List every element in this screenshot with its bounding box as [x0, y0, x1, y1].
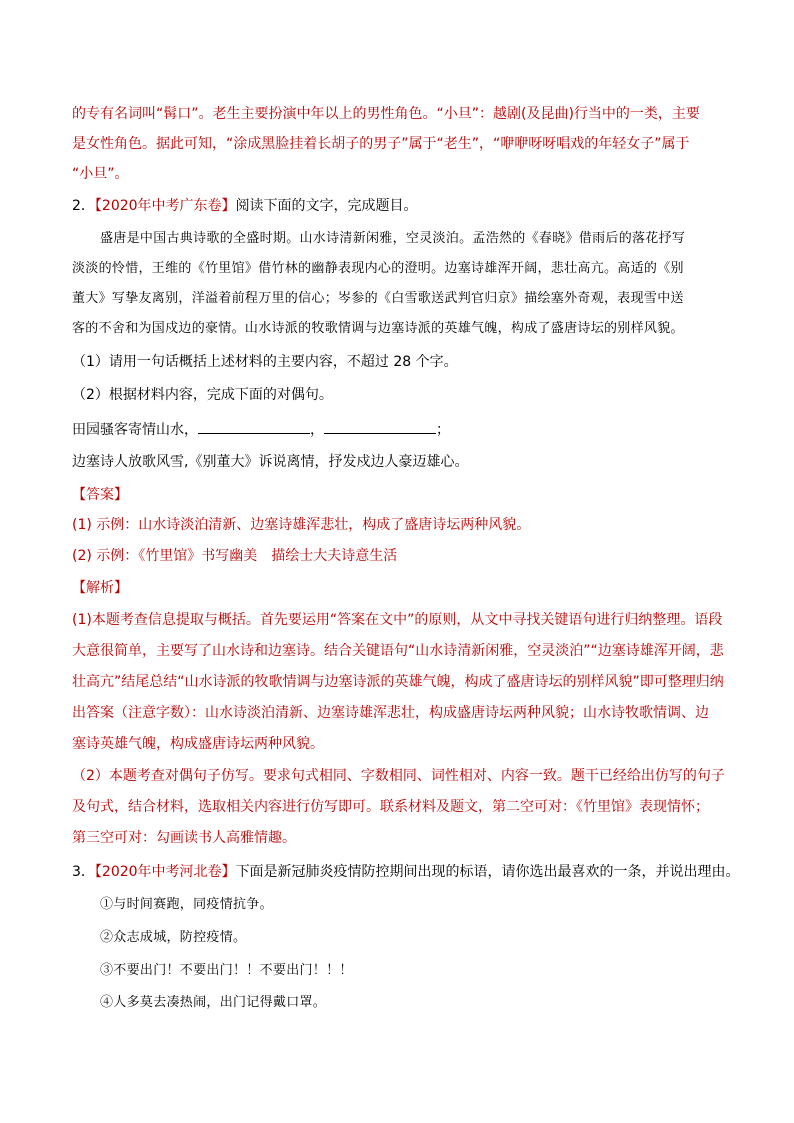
question-number: 3．	[72, 864, 95, 880]
couplet-end: ；	[436, 422, 450, 438]
slogan-2: ②众志成城，防控疫情。	[100, 930, 247, 945]
intro-line-2: 是女性角色。据此可知，“涂成黑脸挂着长胡子的男子”属于“老生”，“咿咿呀呀唱戏的年轻女子”属于	[72, 136, 690, 152]
analysis-2-line-2: 及句式，结合材料，选取相关内容进行仿写即可。联系材料及题文，第二空可对：《竹里馆》表现情怀；	[72, 799, 709, 815]
intro-line-1: 的专有名词叫“髯口”。老生主要扮演中年以上的男性角色。“小旦”：越剧(及昆曲)行当中的一类，主要	[72, 106, 700, 122]
couplet-separator: ，	[310, 422, 324, 438]
analysis-1-line-2: 大意很简单，主要写了山水诗和边塞诗。结合关键语句“山水诗清新闲雅，空灵淡泊”“边塞诗雄浑开阔，悲	[72, 643, 724, 659]
sub-question-1: （1）请用一句话概括上述材料的主要内容，不超过 28 个字。	[72, 354, 458, 370]
question-source-tag: 【2020年中考河北卷】	[94, 864, 236, 880]
question-source-tag: 【2020年中考广东卷】	[94, 198, 236, 214]
slogan-4: ④人多莫去凑热闹，出门记得戴口罩。	[100, 995, 327, 1010]
question-prompt: 下面是新冠肺炎疫情防控期间出现的标语，请你选出最喜欢的一条，并说出理由。	[235, 864, 740, 880]
analysis-2-line-3: 第三空可对：勾画读书人高雅情趣。	[72, 830, 296, 846]
couplet-first-half: 田园骚客寄情山水，	[72, 422, 198, 438]
passage-line-1: 盛唐是中国古典诗歌的全盛时期。山水诗清新闲雅，空灵淡泊。孟浩然的《春晓》借雨后的落花抒写	[100, 231, 686, 246]
answer-2: (2) 示例：《竹里馆》书写幽美 描绘士大夫诗意生活	[72, 548, 398, 564]
passage-line-4: 客的不舍和为国戍边的豪情。山水诗派的牧歌情调与边塞诗派的英雄气魄，构成了盛唐诗坛的别样风貌。	[72, 321, 684, 336]
sub-question-2: （2）根据材料内容，完成下面的对偶句。	[72, 387, 333, 403]
passage-line-3: 董大》写挚友离别，洋溢着前程万里的信心；岑参的《白雪歌送武判官归京》描绘塞外奇观，表现雪中送	[72, 291, 684, 306]
couplet-blank-1[interactable]	[198, 419, 310, 434]
couplet-line-1	[72, 419, 450, 440]
couplet-line-2: 边塞诗人放歌风雪,《别董大》诉说离情，抒发戍边人豪迈雄心。	[72, 454, 469, 470]
passage-line-2: 淡淡的怜惜，王维的《竹里馆》借竹林的幽静表现内心的澄明。边塞诗雄浑开阔，悲壮高亢。高适的《别	[72, 261, 684, 276]
slogan-1: ①与时间赛跑，同疫情抗争。	[100, 897, 273, 912]
question-3-header	[72, 862, 740, 882]
answer-1: (1) 示例：山水诗淡泊清新、边塞诗雄浑悲壮，构成了盛唐诗坛两种风貌。	[72, 517, 531, 533]
analysis-1-line-1: (1)本题考查信息提取与概括。首先要运用“答案在文中”的原则，从文中寻找关键语句进行归纳整理。语段	[72, 612, 723, 628]
analysis-1-line-5: 塞诗英雄气魄，构成盛唐诗坛两种风貌。	[72, 736, 324, 752]
question-prompt: 阅读下面的文字，完成题目。	[235, 198, 418, 214]
intro-line-3: “小旦”。	[72, 166, 129, 182]
analysis-2-line-1: （2）本题考查对偶句子仿写。要求句式相同、字数相同、词性相对、内容一致。题干已经给出仿写的句子	[72, 768, 725, 784]
question-number: 2．	[72, 198, 95, 214]
couplet-blank-2[interactable]	[324, 419, 436, 434]
answer-label: 【答案】	[72, 487, 128, 503]
analysis-1-line-4: 出答案（注意字数）：山水诗淡泊清新、边塞诗雄浑悲壮，构成盛唐诗坛两种风貌；山水诗牧歌情调、边	[72, 705, 709, 721]
question-2-header	[72, 196, 418, 216]
analysis-1-line-3: 壮高亢”结尾总结“山水诗派的牧歌情调与边塞诗派的英雄气魄，构成了盛唐诗坛的别样风貌”即可整理归纳	[72, 674, 724, 690]
slogan-3: ③不要出门！不要出门！！不要出门！！！	[100, 963, 353, 978]
analysis-label: 【解析】	[72, 580, 128, 596]
